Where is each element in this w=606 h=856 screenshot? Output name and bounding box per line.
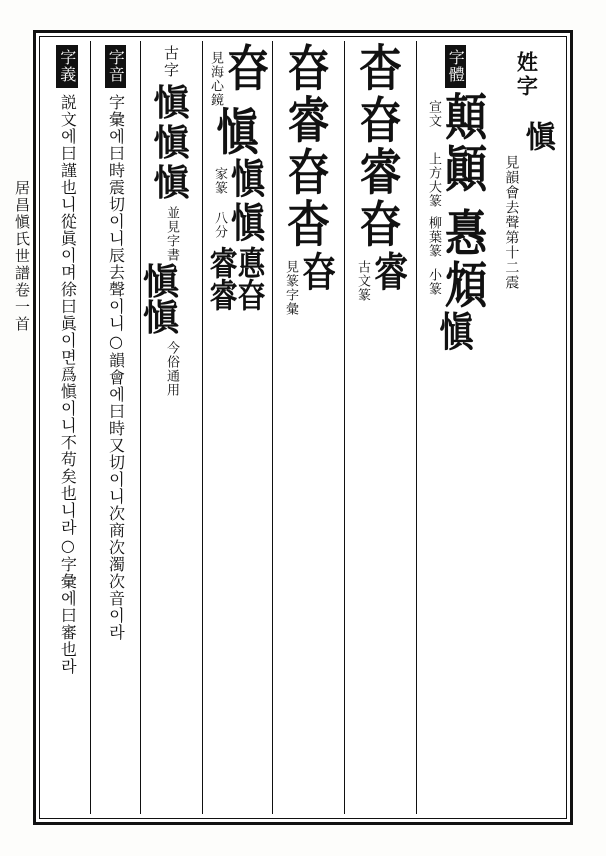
side-caption: 居昌愼氏世譜卷一首 [13,180,31,333]
seal-glyph: 顛 [444,88,487,147]
seal-column-3 [272,41,344,814]
seal-label: 小篆 [425,268,441,297]
seal-label: 八分 [212,211,227,240]
ziyi-column [44,41,90,814]
seal-stack-1 [424,88,487,357]
seal-entry [210,200,265,248]
seal-glyph: 昚 [302,248,336,297]
seal-entry [359,91,402,150]
seal-glyph: 顚 [444,140,487,199]
seal-label: 古文篆 [355,259,370,302]
regular-script-common-glyph: 愼愼 [143,261,180,339]
pronunciation-text: 字彙에曰時震切이니辰去聲이니○韻會에曰時又切이니次商次濁次音이라 [106,94,126,641]
seal-entry [205,244,270,316]
seal-entry [287,91,330,150]
seal-glyph: 昚 [287,39,330,98]
seal-entry [216,103,259,162]
seal-entry [359,39,402,98]
headword-source-note: 見韻會去聲第十二震 [503,155,520,290]
heading-column [494,41,562,814]
ziyi-label: 字義 [56,45,78,88]
headword-glyph: 愼 [519,121,555,153]
seal-glyph: 愼 [231,156,265,204]
seal-label: 宣文 [425,100,441,128]
seal-entry [424,88,487,147]
seal-glyph: 杳 [359,39,402,98]
seal-entry [287,196,330,254]
column-container [44,41,562,814]
seal-glyph: 睿 [287,91,330,150]
seal-stack-2 [353,39,408,302]
seal-entry [287,143,330,202]
regular-script-stack [143,45,200,397]
regular-script-glyph: 愼 [153,82,190,124]
seal-label: 見篆字彙 [283,259,298,316]
seal-label: 見海心鏡 [207,51,223,107]
seal-label: 上方大篆 [425,152,441,209]
seal-column-2 [344,41,416,814]
seal-label: 柳葉篆 [425,216,441,259]
regular-script-top-note: 古字 [162,45,180,79]
seal-stack-3 [281,39,336,316]
seal-entry [424,256,487,315]
seal-glyph: 愼 [231,200,265,248]
seal-glyph: 睿悳睿昚 [209,244,266,316]
ziti-column [416,41,494,814]
page-title: 姓字 [514,51,540,99]
seal-glyph: 㥲 [444,204,487,263]
seal-glyph: 昚 [287,143,330,202]
regular-script-bottom-note: 今俗通用 [164,341,179,397]
seal-glyph: 愼 [439,309,474,357]
heading-graph-row [496,121,560,290]
seal-entry [424,140,487,209]
regular-script-glyph: 愼 [153,162,190,204]
seal-entry [424,204,487,263]
seal-label: 家篆 [212,167,227,196]
regular-script-column [140,41,202,814]
meaning-text: 説文에曰謹也니從眞이며徐曰眞이면爲愼이니不苟矣也니라○字彙에曰審也라 [58,94,78,675]
seal-glyph: 睿 [359,143,402,202]
seal-entry [210,156,265,204]
seal-column-4 [202,41,272,814]
seal-glyph: 睿 [374,248,408,297]
regular-script-glyph: 愼 [153,122,190,164]
ziyin-label: 字音 [105,45,127,88]
seal-glyph: 䪴 [444,256,487,315]
seal-glyph: 愼 [216,103,259,162]
seal-stack-4 [205,39,270,316]
seal-entry [359,196,402,254]
seal-glyph: 昚 [226,39,269,98]
seal-entry [353,248,408,302]
seal-entry [281,248,336,316]
seal-entry [359,143,402,202]
seal-glyph: 杳 [287,196,330,254]
seal-glyph: 昚 [359,91,402,150]
seal-entry [437,309,474,357]
seal-entry [287,39,330,98]
ziyin-column [90,41,140,814]
seal-entry [206,39,269,107]
regular-script-mid-note: 並見字書 [164,206,179,262]
ziti-label: 字體 [445,45,467,88]
seal-glyph: 昚 [359,196,402,254]
